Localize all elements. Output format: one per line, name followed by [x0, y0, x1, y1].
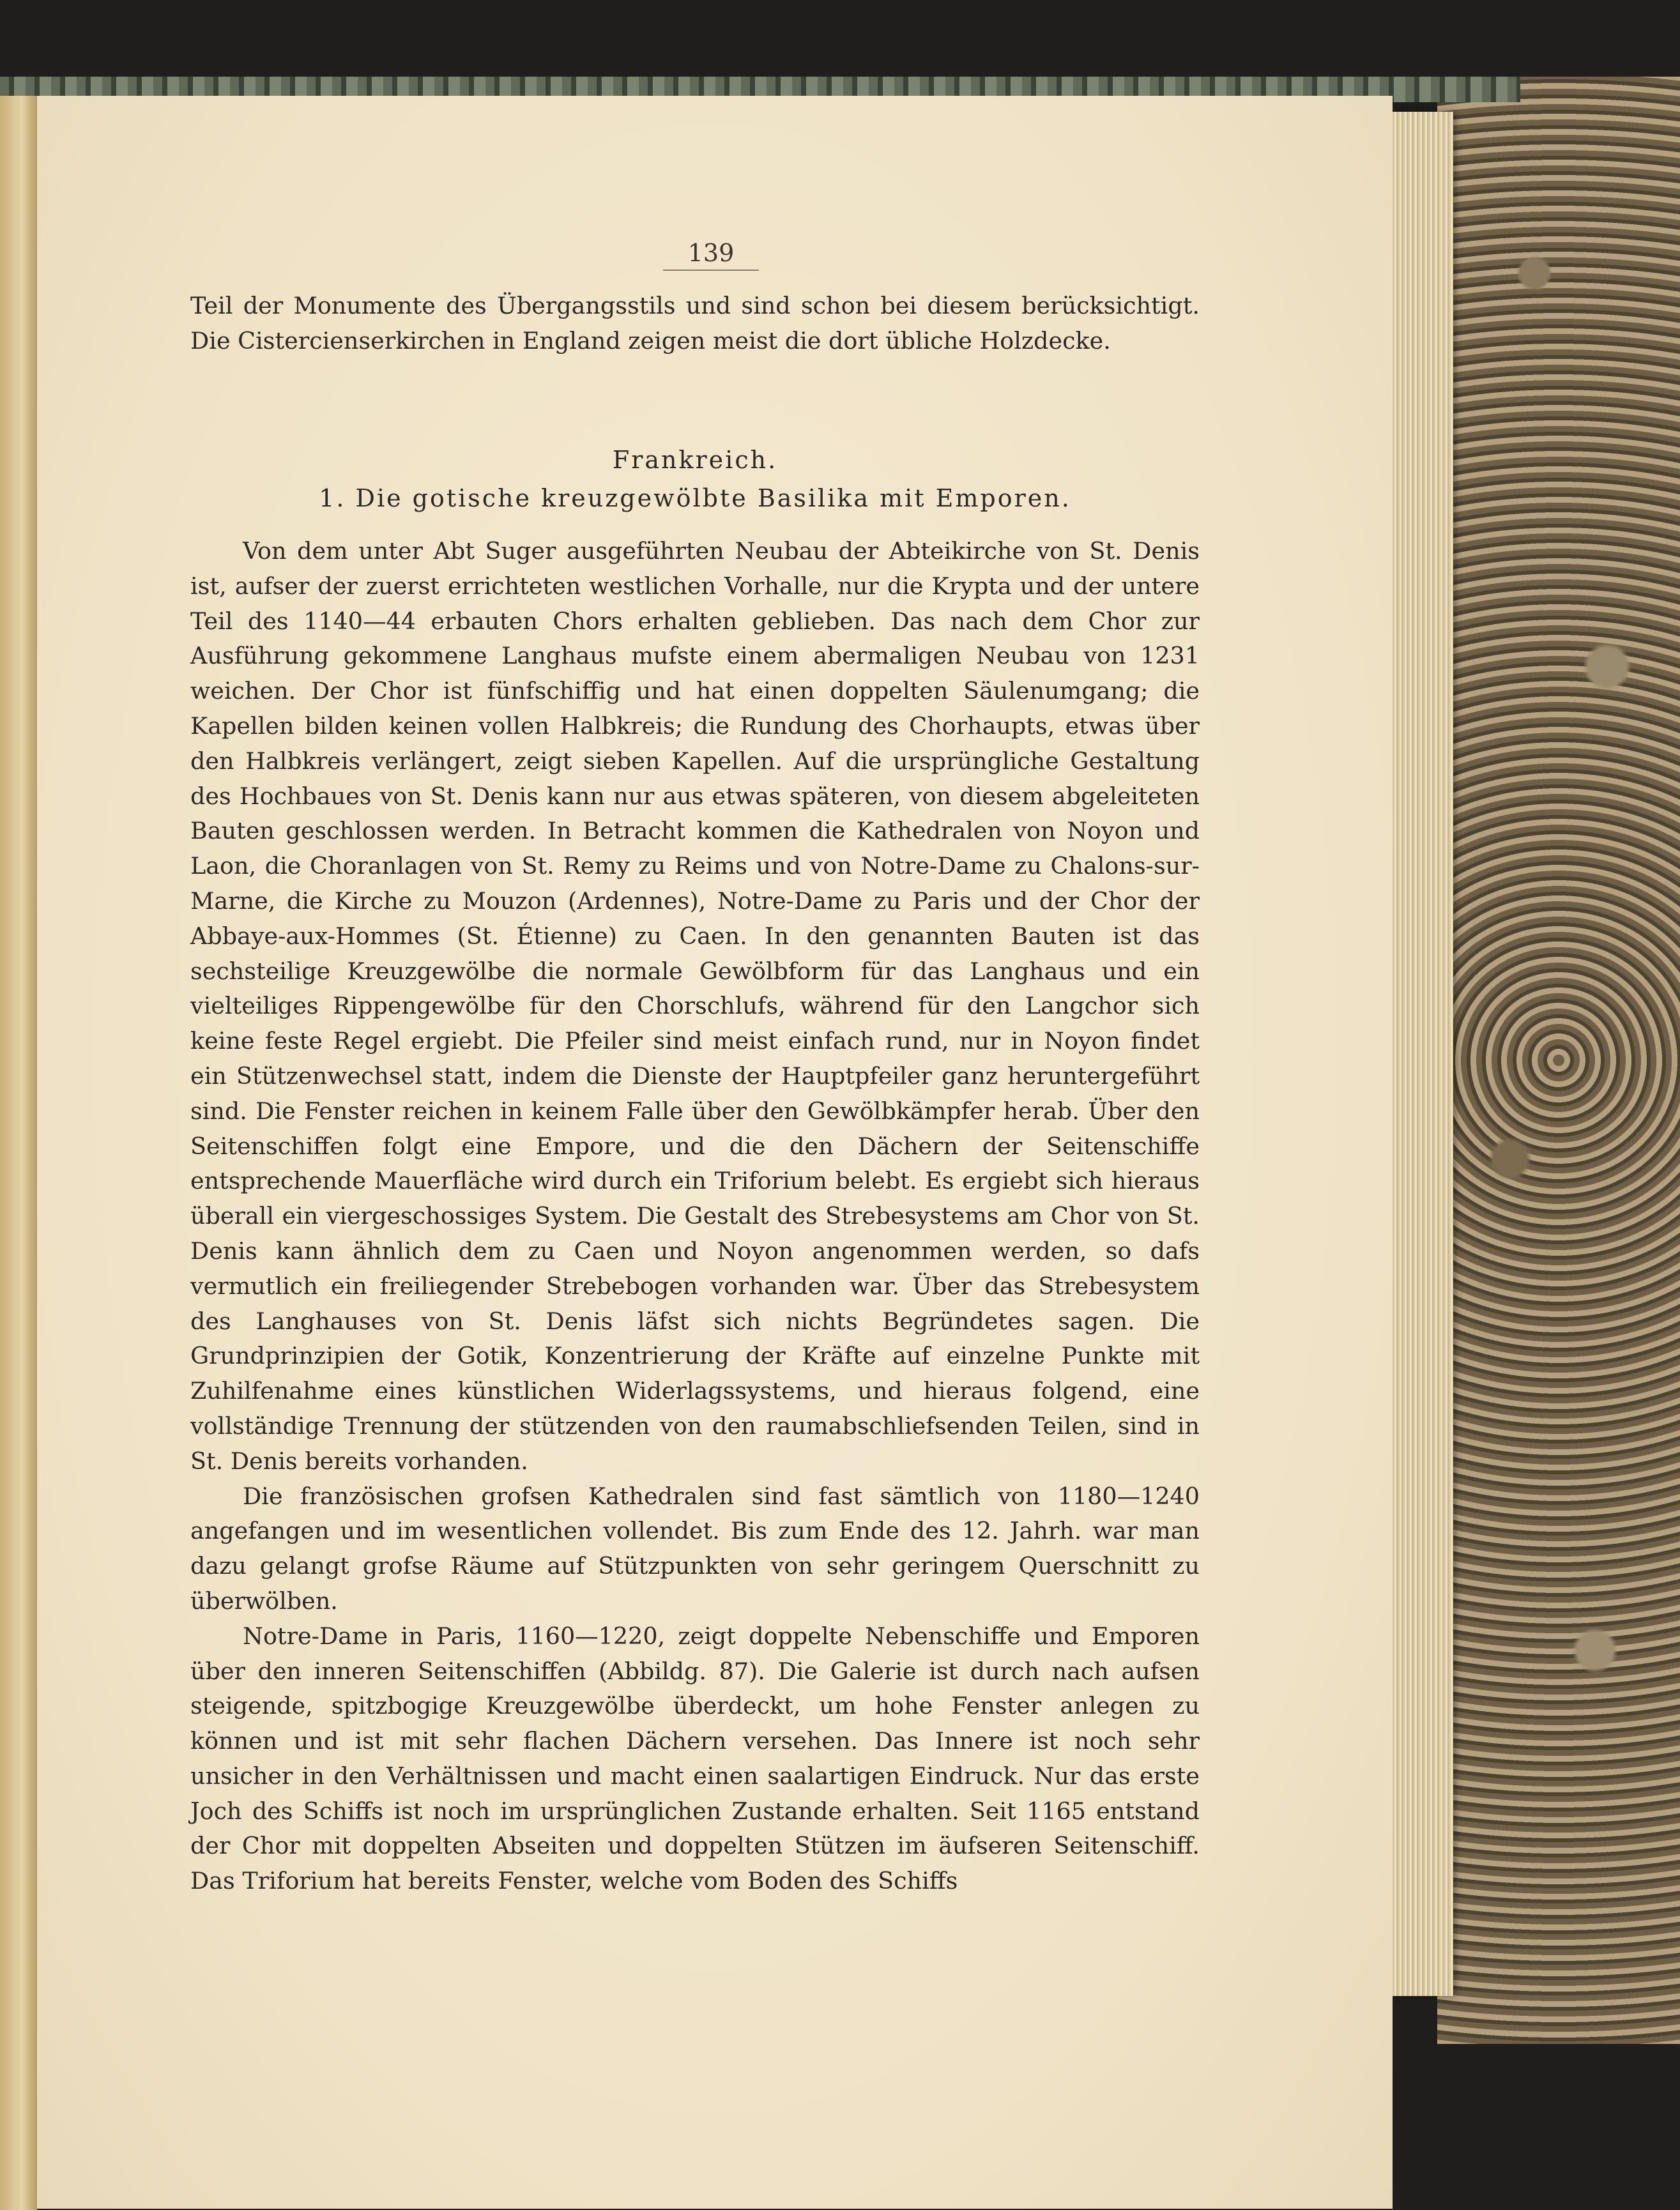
- section-subtitle-heading: 1. Die gotische kreuzgewölbte Basilika mit Emporen.: [319, 484, 1071, 512]
- paragraph: Notre-Dame in Paris, 1160—1220, zeigt doppelte Nebenschiffe und Emporen über den inneren Seitenschiffen (Abbildg. 87). Die Galerie ist durch nach aufsen steigende, spitzbogige Kreuzgewölbe überdeckt, um hohe Fenster anlegen zu können und ist mit sehr flachen Dächern versehen. Das Innere ist noch sehr unsicher in den Verhältnissen und macht einen saalartigen Eindruck. Nur das erste Joch des Schiffs ist noch im ursprünglichen Zustande erhalten. Seit 1165 entstand der Chor mit doppelten Abseiten und doppelten Stützen im äufseren Seitenschiff. Das Triforium hat bereits Fenster, welche vom Boden des Schiffs: [190, 1622, 1200, 1895]
- paragraph: Von dem unter Abt Suger ausgeführten Neubau der Abteikirche von St. Denis ist, aufser der zuerst errichteten westlichen Vorhalle, nur die Krypta und der untere Teil des 1140—44 erbauten Chors erhalten geblieben. Das nach dem Chor zur Ausführung gekommene Langhaus mufste einem abermaligen Neubau von 1231 weichen. Der Chor ist fünfschiffig und hat einen doppelten Säulenumgang; die Kapellen bilden keinen vollen Halbkreis; die Rundung des Chorhaupts, etwas über den Halbkreis verlängert, zeigt sieben Kapellen. Auf die ursprüngliche Gestaltung des Hochbaues von St. Denis kann nur aus etwas späteren, von diesem abgeleiteten Bauten geschlossen werden. In Betracht kommen die Kathedralen von Noyon und Laon, die Choranlagen von St. Remy zu Reims und von Notre-Dame zu Chalons-sur-Marne, die Kirche zu Mouzon (Ardennes), Notre-Dame zu Paris und der Chor der Abbaye-aux-Hommes (St. Étienne) zu Caen. In den genannten Bauten ist das sechsteilige Kreuzgewölbe die normale Gewölbform für das Langhaus und ein vielteiliges Rippengewölbe für den Chorschlufs, während für den Langchor sich keine feste Regel ergiebt. Die Pfeiler sind meist einfach rund, nur in Noyon findet ein Stützenwechsel statt, indem die Dienste der Hauptpfeiler ganz heruntergeführt sind. Die Fenster reichen in keinem Falle über den Gewölbkämpfer herab. Über den Seitenschiffen folgt eine Empore, und die den Dächern der Seitenschiffe entsprechende Mauerfläche wird durch ein Triforium belebt. Es ergiebt sich hieraus überall ein viergeschossiges System. Die Gestalt des Strebesystems am Chor von St. Denis kann ähnlich dem zu Caen und Noyon angenommen werden, so dafs vermutlich ein freiliegender Strebebogen vorhanden war. Über das Strebesystem des Langhauses von St. Denis läfst sich nichts Begründetes sagen. Die Grundprinzipien der Gotik, Konzentrierung der Kräfte auf einzelne Punkte mit Zuhilfenahme eines künstlichen Widerlagssystems, und hieraus folgend, eine vollständige Trennung der stützenden von den raumabschliefsenden Teilen, sind in St. Denis bereits vorhanden.: [190, 537, 1200, 1475]
- page-stack-edge: [1393, 112, 1453, 1996]
- section-country-heading: Frankreich.: [612, 446, 778, 474]
- body-text: [190, 534, 1200, 1899]
- intro-paragraph: [190, 289, 1200, 359]
- intro-text: Teil der Monumente des Übergangsstils und sind schon bei diesem berücksichtigt. Die Cistercienserkirchen in England zeigen meist die dort übliche Holzdecke.: [190, 292, 1200, 354]
- paragraph: Die französischen grofsen Kathedralen sind fast sämtlich von 1180—1240 angefangen und im wesentlichen vollendet. Bis zum Ende des 12. Jahrh. war man dazu gelangt grofse Räume auf Stützpunkten von sehr geringem Querschnitt zu überwölben.: [190, 1482, 1200, 1615]
- page-number: 139: [663, 239, 759, 271]
- marbled-endpaper: [1437, 77, 1680, 2044]
- facing-page-edge: [0, 96, 37, 2210]
